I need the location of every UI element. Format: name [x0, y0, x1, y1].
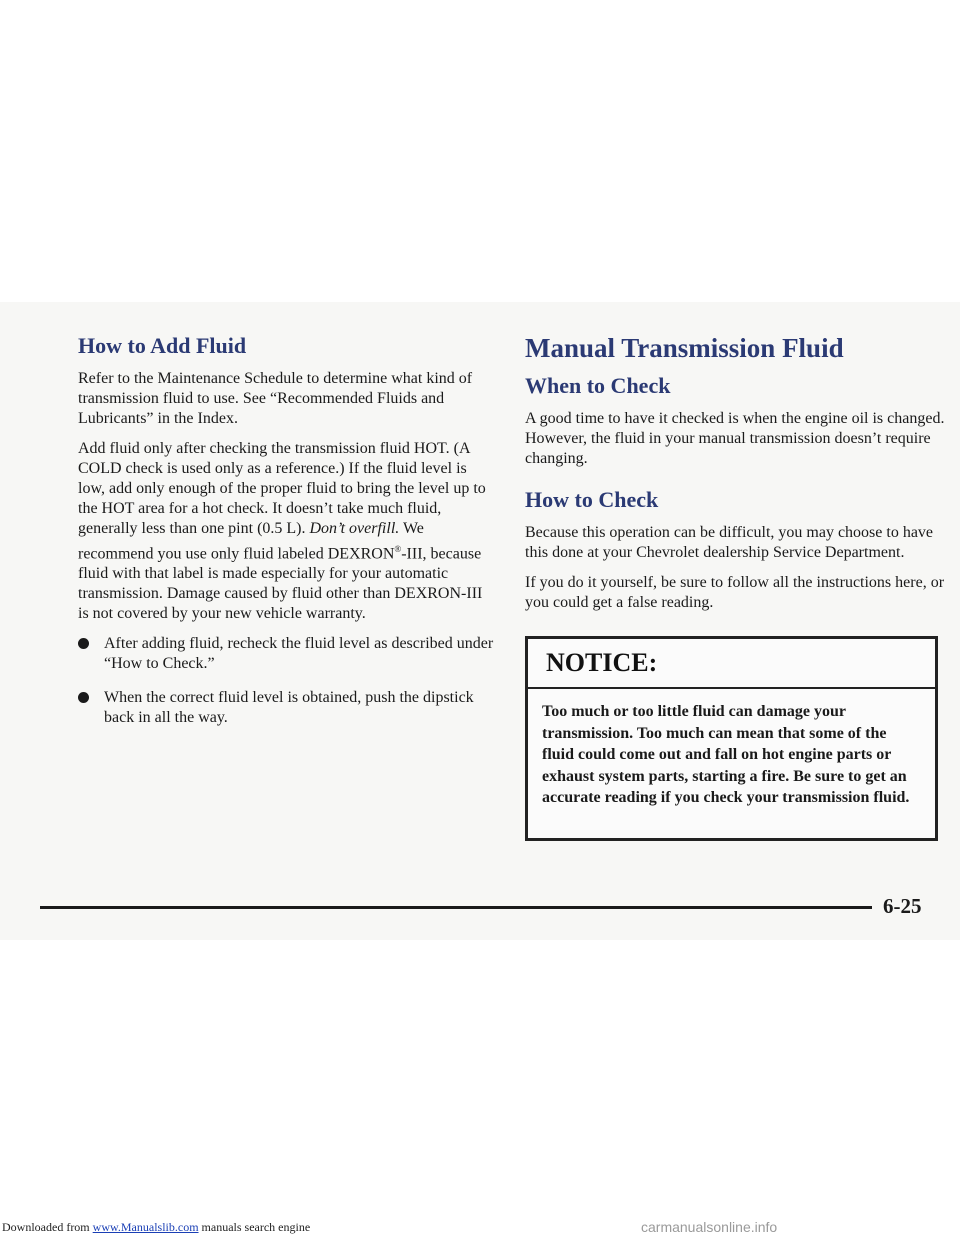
left-column: [78, 333, 496, 742]
notice-text: Too much or too little fluid can damage your transmission. Too much can mean that some of the fluid could come out and fall on hot engine parts or exhaust system parts, starting a fire. Be sure to get an accurate reading if you check your transmission fluid.: [542, 703, 910, 806]
para-add-fluid-c: -III, because fluid with that label is made especially for your automatic transmission. Damage caused by fluid other than DEXRON-III is not covered by your new vehicle warranty.: [78, 545, 483, 623]
para-when-to-check: A good time to have it checked is when the engine oil is changed. However, the fluid in your manual transmission doesn’t require changing.: [525, 410, 945, 467]
registered-mark: ®: [394, 544, 402, 554]
footer-rule: [40, 906, 872, 909]
para-how-to-check-1: Because this operation can be difficult, you may choose to have this done at your Chevrolet dealership Service Department.: [525, 524, 934, 561]
manual-transmission-fluid-title: Manual Transmission Fluid: [525, 333, 844, 363]
bullet-text: When the correct fluid level is obtained, push the dipstick back in all the way.: [104, 689, 474, 727]
how-to-check-heading: How to Check: [525, 487, 659, 512]
para-add-fluid-a: Add fluid only after checking the transmission fluid HOT. (A COLD check is used only as a reference.) If the fluid level is low, add only enough of the proper fluid to bring the level up to the HOT area for a hot check. It doesn’t take much fluid, generally less than one pint (0.5 L).: [78, 440, 486, 537]
bullet-text: After adding fluid, recheck the fluid level as described under “How to Check.”: [104, 635, 494, 673]
list-item: [78, 634, 496, 674]
para-add-fluid-b: We recommend you use only fluid labeled DEXRON: [78, 520, 424, 563]
download-footer: [2, 1220, 310, 1235]
bullet-list: [78, 634, 496, 728]
para-add-fluid: [78, 439, 496, 624]
bullet-icon: [78, 692, 89, 703]
footer-prefix: Downloaded from: [2, 1220, 93, 1234]
page-number: 6-25: [883, 894, 922, 918]
para-refer: Refer to the Maintenance Schedule to determine what kind of transmission fluid to use. See “Recommended Fluids and Lubricants” in the Index.: [78, 370, 473, 427]
list-item: [78, 688, 496, 728]
para-how-to-check-2: If you do it yourself, be sure to follow all the instructions here, or you could get a false reading.: [525, 574, 945, 611]
bullet-icon: [78, 638, 89, 649]
notice-label: NOTICE:: [528, 639, 935, 689]
when-to-check-heading: When to Check: [525, 373, 671, 398]
dont-overfill: Don’t overfill.: [309, 520, 400, 537]
notice-box: [525, 636, 938, 841]
manualslib-link[interactable]: www.Manualslib.com: [92, 1220, 199, 1234]
watermark: carmanualsonline.info: [641, 1219, 778, 1235]
footer-suffix: manuals search engine: [198, 1220, 311, 1234]
right-column: [525, 333, 945, 623]
how-to-add-fluid-heading: How to Add Fluid: [78, 333, 247, 358]
